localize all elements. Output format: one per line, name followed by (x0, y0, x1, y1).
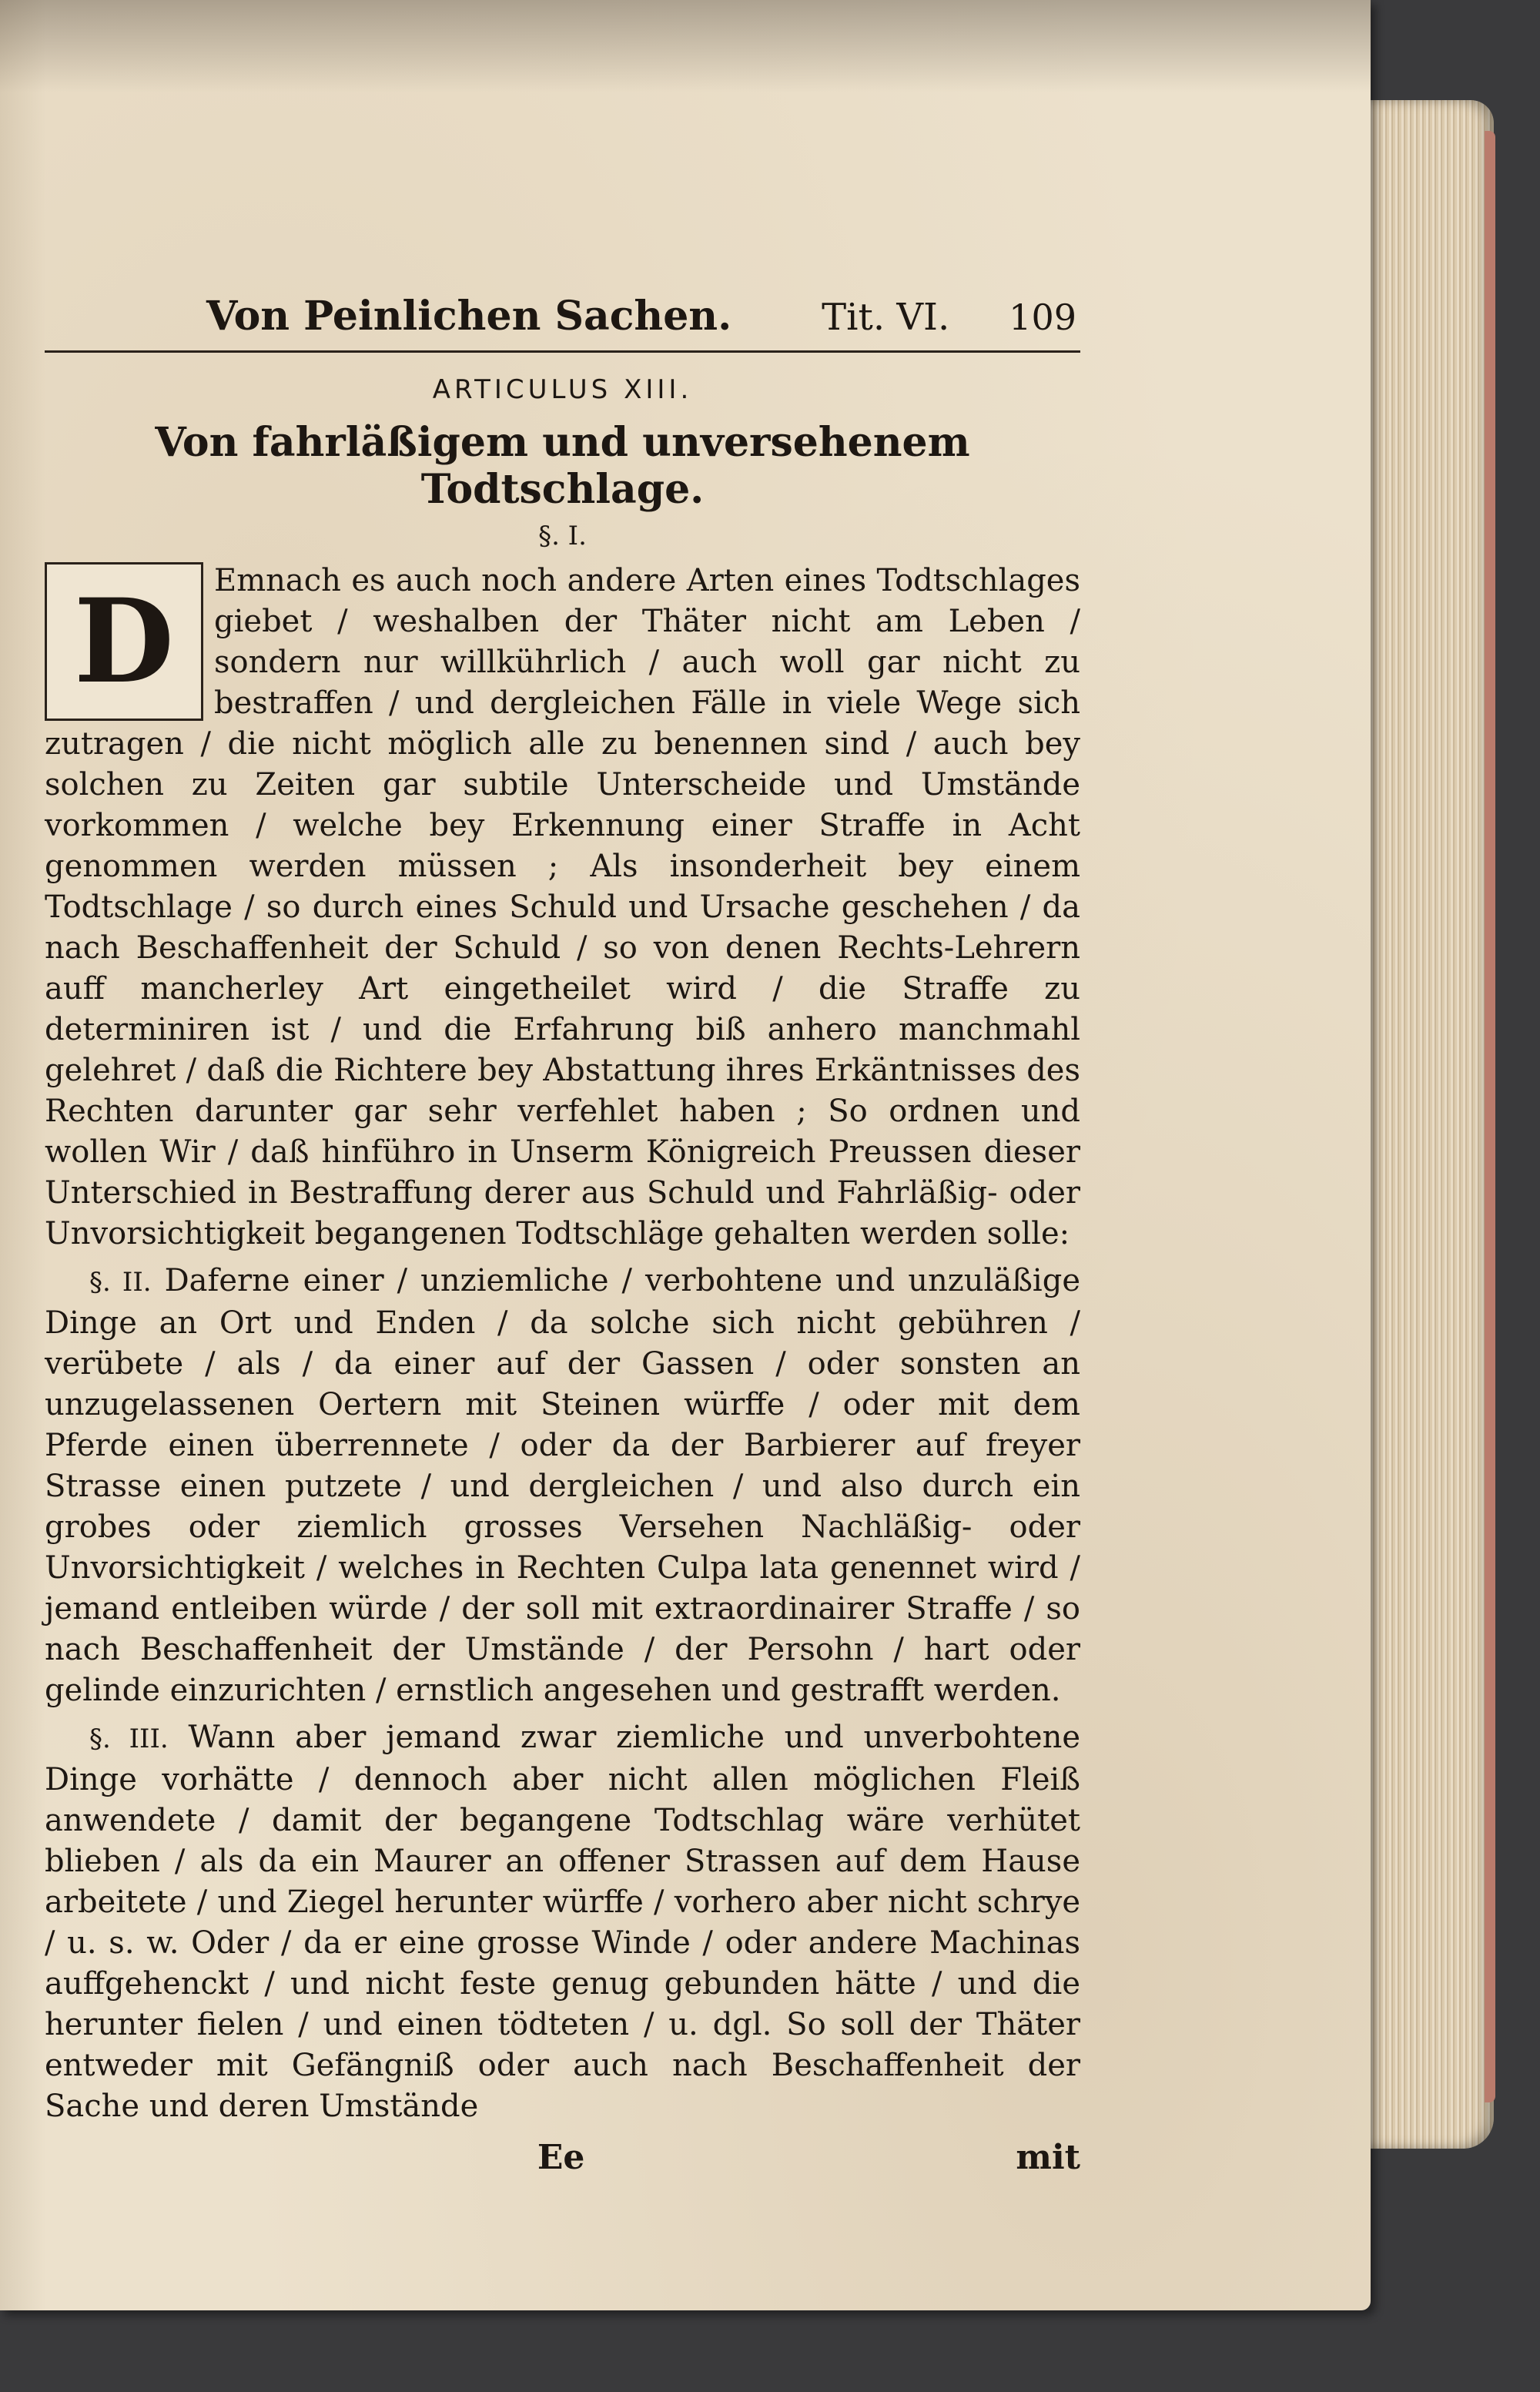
text-block (45, 293, 1081, 2177)
catchword: mit (1016, 2138, 1080, 2177)
section-3-text: Wann aber jemand zwar ziemliche und unverbohtene Dinge vorhätte / dennoch aber nicht allen möglichen Fleiß anwendete / damit der begangene Todtschlag wäre verhütet blieben / als da ein Maurer an offener Strassen auf dem Hause arbeitete / und Ziegel herunter würffe / vorhero aber nicht schrye / u. s. w. Oder / da er eine grosse Winde / oder andere Machinas auffgehenckt / und nicht feste genug gebunden hätte / und die herunter fielen / und einen tödteten / u. dgl. So soll der Thäter entweder mit Gefängniß oder auch nach Beschaffenheit der Sache und deren Umstände (45, 1720, 1081, 2124)
page-edge-red-trim (1485, 131, 1495, 2102)
section-2-number: §. II. (89, 1267, 152, 1298)
running-head (45, 293, 1076, 340)
section-1-paragraph (45, 561, 1080, 1255)
decorated-initial-letter: D (73, 573, 175, 709)
page-top-shadow (0, 0, 1371, 92)
article-label: ARTICULUS XIII. (432, 374, 693, 405)
section-3-paragraph (45, 1717, 1080, 2127)
running-head-title-tag: Tit. VI. (822, 296, 950, 339)
page-footer-line (45, 2138, 1080, 2177)
running-head-title: Von Peinlichen Sachen. (206, 293, 732, 340)
signature-mark: Ee (537, 2138, 585, 2177)
section-1-text: Emnach es auch noch andere Arten eines Todtschlages giebet / weshalben der Thäter nicht am Leben / sondern nur willkührlich / auch woll gar nicht zu bestraffen / und dergleichen Fälle in viele Wege sich zutragen / die nicht möglich alle zu benennen sind / auch bey solchen zu Zeiten gar subtile Unterscheide und Umstände vorkommen / welche bey Erkennung einer Straffe in Acht genommen werden müssen ; Als insonderheit bey einem Todtschlage / so durch eines Schuld und Ursache geschehen / da nach Beschaffenheit der Schuld / so von denen Rechts-Lehrern auff mancherley Art eingetheilet wird / die Straffe zu determiniren ist / und die Erfahrung biß anhero manchmahl gelehret / daß die Richtere bey Abstattung ihres Erkäntnisses des Rechten darunter gar sehr verfehlet haben ; So ordnen und wollen Wir / daß hinführo in Unserm Königreich Preussen dieser Unterschied in Bestraffung derer aus Schuld und Fahrläßig- oder Unvorsichtigkeit begangenen Todtschläge gehalten werden solle: (45, 563, 1080, 1251)
section-3-number: §. III. (89, 1724, 169, 1754)
decorated-initial (45, 562, 203, 721)
page-number: 109 (1009, 296, 1076, 338)
section-2-paragraph (45, 1261, 1080, 1711)
header-rule (45, 350, 1080, 353)
article-title: Von fahrläßigem und unversehenem Todtschlage. (155, 419, 970, 513)
section-2-text: Daferne einer / unziemliche / verbohtene und unzuläßige Dinge an Ort und Enden / da solche sich nicht gebühren / verübete / als / da einer auf der Gassen / oder sonsten an unzugelassenen Oertern mit Steinen würffe / oder mit dem Pferde einen überrennete / oder da der Barbierer auf freyer Strasse einen putzete / und dergleichen / und also durch ein grobes oder ziemlich grosses Versehen Nachläßig- oder Unvorsichtigkeit / welches in Rechten Culpa lata genennet wird / jemand entleiben würde / der soll mit extraordinairer Straffe / so nach Beschaffenheit der Umstände / der Persohn / hart oder gelinde einzurichten / ernstlich angesehen und gestrafft werden. (45, 1263, 1080, 1708)
section-number: §. I. (538, 521, 587, 551)
